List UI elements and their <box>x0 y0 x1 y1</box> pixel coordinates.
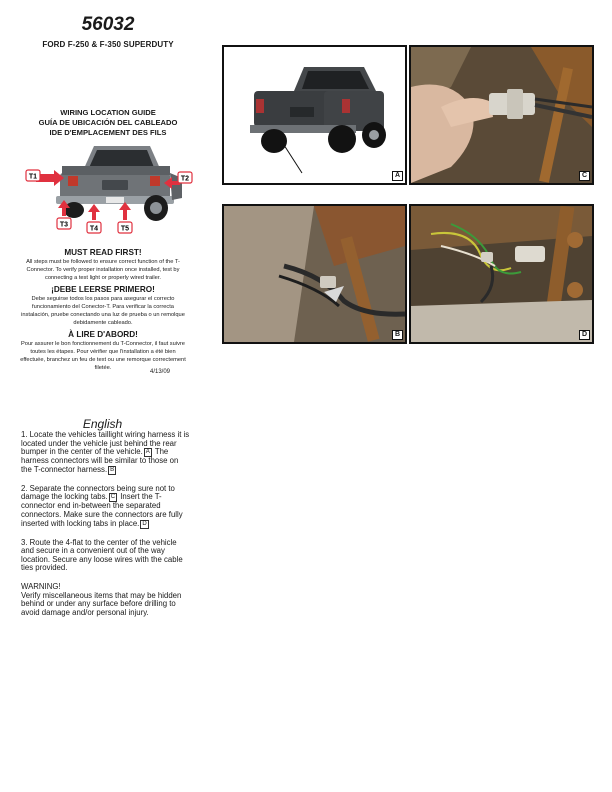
step-1-text-b: The harness connectors will be similar to those on the T-connector harness. <box>21 447 179 474</box>
photo-ref-c: C <box>110 494 116 501</box>
connector-photo-c <box>411 47 592 183</box>
guide-title-en: WIRING LOCATION GUIDE <box>60 108 156 117</box>
language-heading: English <box>82 417 123 431</box>
photo-ref-b: B <box>110 466 115 473</box>
callout-t3: T3 <box>59 221 69 229</box>
notice-heading-en: MUST READ FIRST! <box>64 248 142 257</box>
photo-d-tconnector-installed <box>409 204 594 344</box>
photo-ref-d: D <box>142 520 147 527</box>
instruction-steps <box>21 431 191 627</box>
warning-title: WARNING! <box>21 581 61 591</box>
part-number: 56032 <box>81 14 135 35</box>
callout-t4: T4 <box>89 225 99 233</box>
notice-heading-es: ¡DEBE LEERSE PRIMERO! <box>51 285 155 294</box>
document-date: 4/13/09 <box>150 369 171 375</box>
callout-t1: T1 <box>28 173 38 181</box>
step-1-text-a: 1. Locate the vehicles taillight wiring harness it is located under the vehicle just behind the rear bumper in the center of the vehicle. <box>21 430 190 457</box>
photo-label-b: B <box>392 330 403 340</box>
photo-label-a: A <box>392 171 403 181</box>
photo-b-harness-location <box>222 204 407 344</box>
harness-photo-b <box>224 206 405 342</box>
photo-label-d: D <box>579 330 590 340</box>
wiring-guide-title <box>0 108 216 138</box>
notices <box>18 248 188 375</box>
truck-photo-illustration <box>224 47 405 183</box>
notice-heading-fr: À LIRE D'ABORD! <box>68 330 138 339</box>
notice-body-fr: Pour assurer le bon fonctionnement du T-Connector, il faut suivre toutes les étapes. Pour vérifier que l'installation a été bien effectuée, branchez un feu de text ou une remorque correctement filetée. <box>20 341 186 371</box>
t5-arrow <box>119 202 131 220</box>
warning-body: Verify miscellaneous items that may be hidden behind or under any surface before drilling to avoid damage and/or personal injury. <box>21 590 182 617</box>
notice-body-en: All steps must be followed to ensure correct function of the T-Connector. To verify proper installation once installed, test by connecting a test light or properly wired trailer. <box>26 259 180 281</box>
callout-t2: T2 <box>180 175 190 183</box>
photo-label-c: C <box>579 171 590 181</box>
notice-body-es: Debe seguirse todos los pasos para asegurar el correcto funcionamiento del Conector-T. Para verificar la correcta instalación, pruebe conectando una luz de prueba o un remolque debidamente cableado. <box>21 296 185 326</box>
step-2-text-b: Insert the T-connector end in-between the separated connectors. Make sure the connectors are fully inserted with locking tabs in place. <box>21 492 183 528</box>
photo-c-separating-connectors <box>409 45 594 185</box>
vehicle-title: FORD F-250 & F-350 SUPERDUTY <box>42 40 174 49</box>
step-3: 3. Route the 4-flat to the center of the vehicle and secure in a convenient out of the way location. Secure any loose wires with the cable ties provided. <box>21 537 183 573</box>
callout-t5: T5 <box>120 225 130 233</box>
guide-title-es: GUÍA DE UBICACIÓN DEL CABLEADO <box>38 118 178 127</box>
step-2-text-a: 2. Separate the connectors being sure not to damage the locking tabs. <box>21 483 175 502</box>
step-2 <box>21 485 191 529</box>
guide-title-fr: IDE D'EMPLACEMENT DES FILS <box>49 128 167 137</box>
connector-photo-d <box>411 206 592 342</box>
truck-illustration <box>56 146 182 221</box>
wiring-location-diagram <box>22 138 196 238</box>
t4-arrow <box>88 204 100 220</box>
step-1 <box>21 431 191 475</box>
photo-ref-a: A <box>145 449 150 456</box>
photo-a-truck-rear <box>222 45 407 185</box>
